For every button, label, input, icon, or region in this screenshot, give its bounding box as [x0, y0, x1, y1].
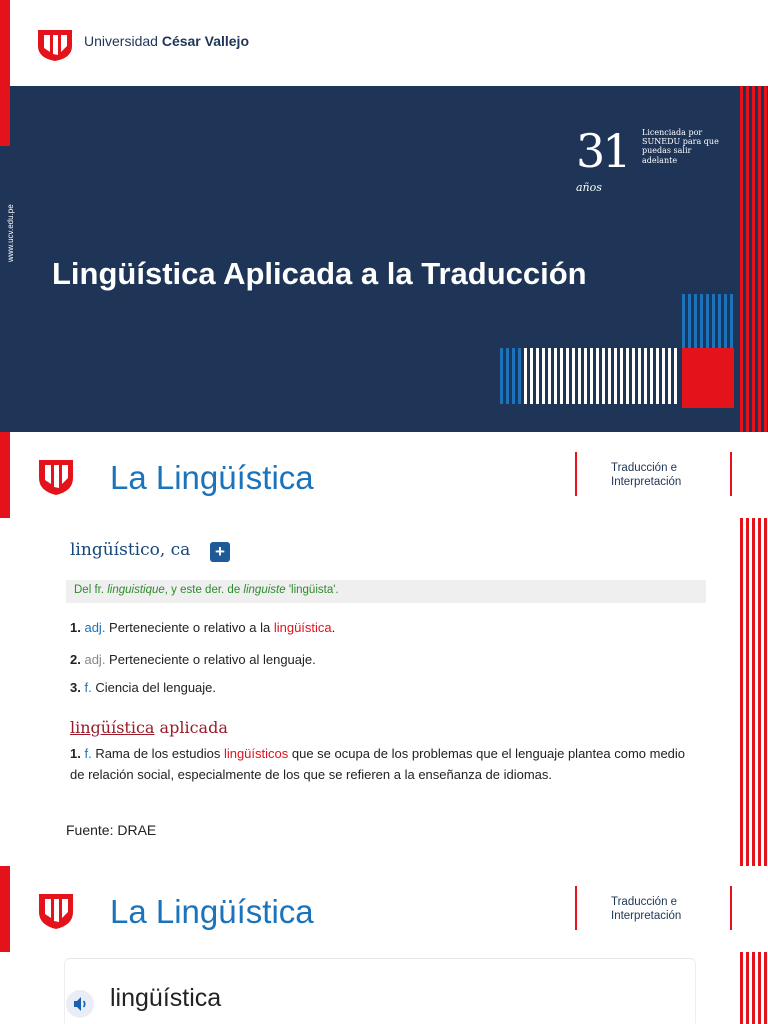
- expand-plus-icon[interactable]: +: [210, 542, 230, 562]
- sub-entry-heading: [70, 718, 228, 737]
- definition-text: .: [331, 620, 336, 635]
- etymology-part: Del fr.: [74, 584, 108, 596]
- sub-entry-link[interactable]: lingüística: [70, 718, 155, 737]
- slide-heading: La Lingüística: [110, 459, 314, 496]
- ucv-logo-icon: [38, 456, 74, 496]
- grammar-abbr[interactable]: adj.: [84, 620, 106, 635]
- search-slide: [0, 866, 768, 1024]
- definition-3: [70, 680, 216, 695]
- cover-header-bar: [0, 0, 768, 86]
- ucv-logo-icon: [36, 26, 74, 62]
- side-url: www.ucv.edu.pe: [6, 204, 15, 262]
- right-red-stripes: [738, 952, 768, 1024]
- tag-divider-right: [730, 886, 732, 930]
- program-tag-line1: Traducción e: [611, 896, 678, 908]
- etymology-italic: linguistique: [107, 584, 165, 596]
- slide-red-accent: [0, 866, 10, 952]
- university-name: [84, 33, 249, 49]
- licensing-text: Licenciada por SUNEDU para que puedas salir adelante: [642, 128, 719, 165]
- etymology-italic: linguiste: [243, 584, 286, 596]
- right-red-stripes: [738, 518, 768, 866]
- definition-text: Rama de los estudios: [91, 746, 224, 761]
- program-tag: [611, 461, 681, 490]
- definition-slide: [0, 432, 768, 866]
- etymology-part: 'lingüista'.: [285, 584, 339, 596]
- program-tag-line2: Interpretación: [611, 910, 682, 923]
- grammar-abbr[interactable]: adj.: [84, 652, 106, 667]
- definition-text: que se ocupa de los problemas que el lenguaje plantea como medio de relación social, especialmente de los que se refieren a la enseñanza de idiomas.: [70, 746, 686, 782]
- speaker-glyph-icon: [66, 990, 94, 1018]
- etymology: [66, 580, 706, 603]
- tag-divider-left: [575, 886, 577, 930]
- program-tag-line1: Traducción e: [611, 462, 678, 474]
- ucv-logo-icon: [38, 890, 74, 930]
- grammar-abbr[interactable]: f.: [84, 746, 92, 761]
- highlighted-term: lingüística: [273, 620, 332, 635]
- speaker-icon[interactable]: [66, 990, 94, 1018]
- dictionary-entry: [58, 528, 708, 804]
- program-tag: [611, 895, 681, 924]
- university-name-regular: Universidad: [84, 33, 162, 49]
- definition-number: 1.: [70, 620, 81, 635]
- source-note: Fuente: DRAE: [66, 822, 157, 838]
- university-name-bold: César Vallejo: [161, 33, 249, 49]
- definition-text: Perteneciente o relativo al lenguaje.: [105, 652, 316, 667]
- tag-divider-left: [575, 452, 577, 496]
- definition-2: [70, 652, 316, 667]
- header-red-accent: [0, 0, 10, 86]
- slide-heading: La Lingüística: [110, 893, 314, 930]
- etymology-part: , y este der. de: [164, 584, 244, 596]
- program-tag-line2: Interpretación: [611, 476, 682, 489]
- tag-divider-right: [730, 452, 732, 496]
- anniversary-label: años: [576, 181, 602, 194]
- slide-red-accent: [0, 432, 10, 518]
- highlighted-term: lingüísticos: [223, 746, 289, 761]
- definition-1: [70, 620, 335, 635]
- sub-entry-definition: [70, 744, 700, 786]
- sub-entry-rest: aplicada: [154, 718, 228, 737]
- entry-headword: lingüístico, ca: [70, 540, 191, 560]
- search-word: lingüística: [110, 984, 222, 1012]
- cover-title: Lingüística Aplicada a la Traducción: [52, 256, 587, 291]
- anniversary-number: 31: [576, 124, 629, 178]
- grammar-abbr[interactable]: f.: [84, 680, 92, 695]
- definition-text: Perteneciente o relativo a la: [105, 620, 274, 635]
- decorative-stripes: [500, 86, 768, 432]
- definition-text: Ciencia del lenguaje.: [91, 680, 217, 695]
- cover-red-accent: [0, 86, 10, 146]
- definition-number: 1.: [70, 746, 81, 761]
- definition-number: 3.: [70, 680, 81, 695]
- definition-number: 2.: [70, 652, 81, 667]
- cover-slide: [0, 0, 768, 432]
